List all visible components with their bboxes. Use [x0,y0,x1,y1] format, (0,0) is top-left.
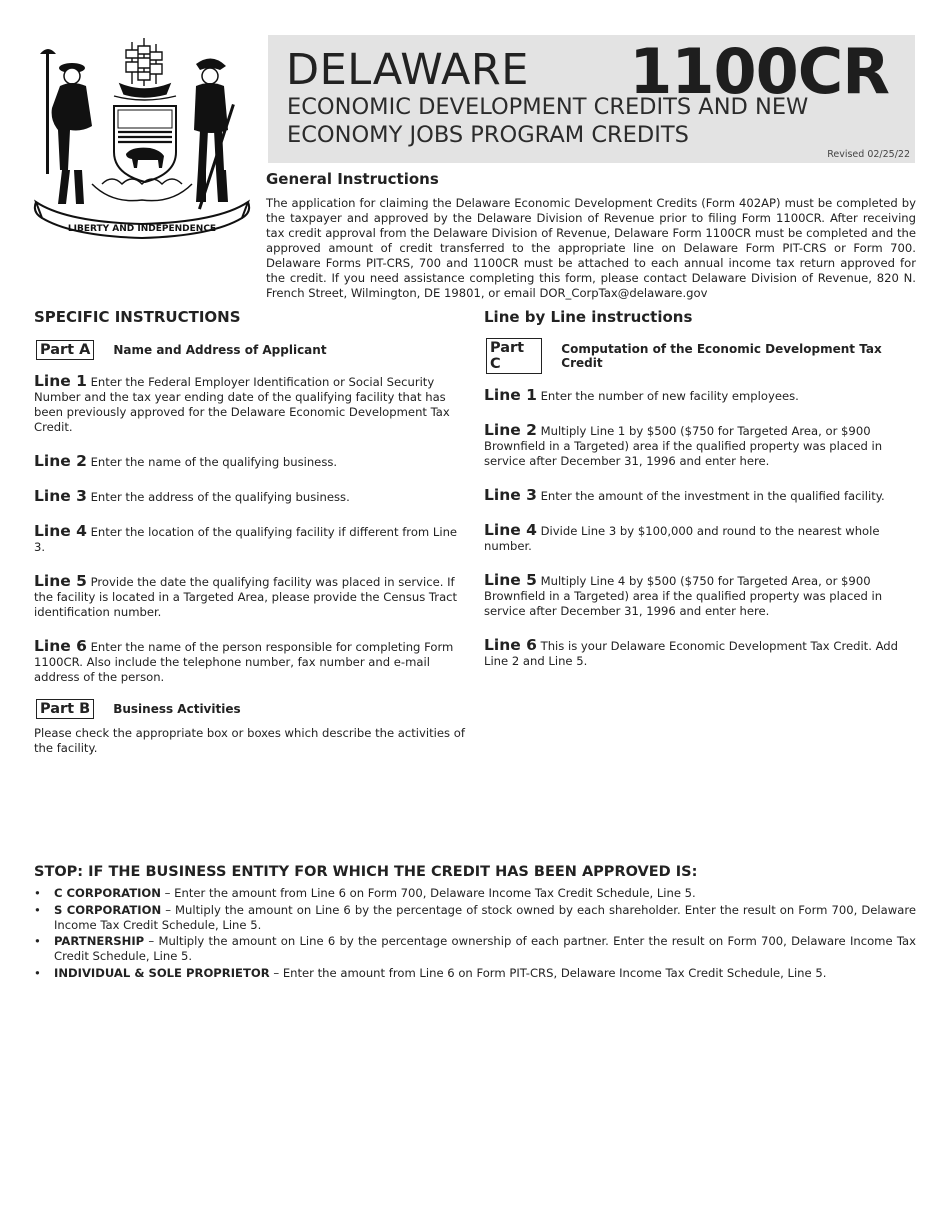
part-b-label: Business Activities [113,702,241,716]
entity-text: – Enter the amount from Line 6 on Form 700, Delaware Income Tax Credit Schedule, Line 5. [160,886,696,900]
part-c-label: Computation of the Economic Development Tax Credit [561,342,882,370]
line-text: Enter the address of the qualifying business. [90,490,350,504]
part-c-line-item [484,573,916,619]
line-number: Line 3 [34,487,87,505]
general-instructions-body: The application for claiming the Delaware Economic Development Credits (Form 402AP) must be completed by the taxpayer and approved by the Delaware Division of Revenue prior to filing Form 1100CR. After receiving tax credit approval from the Delaware Division of Revenue, Delaware Form 1100CR must be completed and the approved amount of credit transferred to the appropriate line on Delaware Form PIT-CRS or Form 700. Delaware Forms PIT-CRS, 700 and 1100CR must be attached to each annual income tax return approved for the credit. If you need assistance completing this form, please contact Delaware Division of Revenue, 820 N. French Street, Wilmington, DE 19801, or email DOR_CorpTax@delaware.gov [266,196,916,300]
line-text: Enter the amount of the investment in the qualified facility. [540,489,885,503]
bullet: • [34,965,41,980]
part-c-line-item [484,388,916,404]
part-a-tag: Part A [36,340,94,360]
line-by-line-column [484,308,916,688]
part-a-line-item [34,374,466,435]
specific-instructions-column [34,308,466,756]
entity-label: PARTNERSHIP [54,934,145,948]
subtitle-line-2: ECONOMY JOBS PROGRAM CREDITS [287,122,689,148]
form-number: 1100CR [629,35,889,108]
part-c-tag: Part C [486,338,542,374]
line-number: Line 4 [34,522,87,540]
part-b-tag: Part B [36,699,94,719]
line-text: Multiply Line 4 by $500 ($750 for Targeted Area, or $900 Brownfield in a Targeted) area if the qualified property was placed in service after December 31, 1996 and enter here. [484,574,883,618]
line-number: Line 2 [484,421,537,439]
line-number: Line 5 [484,571,537,589]
part-a-line-item [34,524,466,555]
entity-text: – Enter the amount from Line 6 on Form PIT-CRS, Delaware Income Tax Credit Schedule, Line 5. [269,965,827,980]
delaware-state-seal-icon [32,34,252,244]
list-item [34,934,916,964]
line-text: Enter the location of the qualifying facility if different from Line 3. [34,525,458,554]
entity-text: – Multiply the amount on Line 6 by the percentage ownership of each partner. Enter the result on Form 700, Delaware Income Tax Credit Schedule, Line 5. [54,934,916,963]
line-text: Provide the date the qualifying facility was placed in service. If the facility is located in a Targeted Area, please provide the Census Tract identification number. [34,575,458,619]
part-a-header [34,340,466,360]
list-item [34,966,916,981]
part-a-line-item [34,574,466,620]
bullet: • [34,902,41,917]
line-text: Enter the name of the qualifying business. [90,455,338,469]
part-a-line-item [34,489,466,505]
line-text: Enter the name of the person responsible for completing Form 1100CR. Also include the telephone number, fax number and e-mail address of the person. [34,640,454,684]
line-number: Line 6 [34,637,87,655]
part-a-line-item [34,639,466,685]
part-b-text: Please check the appropriate box or boxes which describe the activities of the facility. [34,726,465,755]
line-number: Line 5 [34,572,87,590]
entity-label: INDIVIDUAL & SOLE PROPRIETOR [54,965,270,980]
line-number: Line 6 [484,636,537,654]
line-number: Line 2 [34,452,87,470]
line-text: Multiply Line 1 by $500 ($750 for Targeted Area, or $900 Brownfield in a Targeted) area if the qualified property was placed in service after December 31, 1996 and enter here. [484,424,883,468]
line-text: Enter the number of new facility employees. [540,389,799,403]
state-title: DELAWARE [286,45,529,95]
line-number: Line 1 [34,372,87,390]
seal-motto: LIBERTY AND INDEPENDENCE [67,224,217,234]
part-a-label: Name and Address of Applicant [113,343,327,357]
entity-label: S CORPORATION [54,902,162,917]
part-c-header [484,338,916,374]
line-text: Enter the Federal Employer Identification or Social Security Number and the tax year ending date of the qualifying facility that has been previously approved for the Delaware Economic Development Tax Credit. [34,375,450,434]
form-subtitle [287,93,808,149]
bullet: • [34,886,41,900]
part-c-line-item [484,423,916,469]
title-banner [268,35,915,163]
general-instructions-heading: General Instructions [266,170,439,188]
entity-list [34,886,916,981]
line-number: Line 1 [484,386,537,404]
entity-label: C CORPORATION [54,886,161,900]
part-a-line-item [34,454,466,470]
line-text: This is your Delaware Economic Development Tax Credit. Add Line 2 and Line 5. [484,639,899,668]
line-number: Line 3 [484,486,537,504]
line-number: Line 4 [484,521,537,539]
line-text: Divide Line 3 by $100,000 and round to the nearest whole number. [484,524,880,553]
bullet: • [34,934,41,948]
revision-date: Revised 02/25/22 [827,149,910,160]
part-c-line-item [484,488,916,504]
stop-section [34,864,916,982]
part-c-line-item [484,523,916,554]
subtitle-line-1: ECONOMIC DEVELOPMENT CREDITS AND NEW [287,94,809,120]
part-b-header [34,699,466,719]
part-c-line-item [484,638,916,669]
specific-instructions-heading: SPECIFIC INSTRUCTIONS [34,308,241,326]
stop-heading: STOP: IF THE BUSINESS ENTITY FOR WHICH THE CREDIT HAS BEEN APPROVED IS: [34,864,698,880]
line-by-line-heading: Line by Line instructions [484,308,693,326]
entity-text: – Multiply the amount on Line 6 by the percentage of stock owned by each shareholder. Enter the result on Form 700, Delaware Income Tax Credit Schedule, Line 5. [54,902,916,932]
list-item [34,886,916,901]
list-item [34,903,916,933]
